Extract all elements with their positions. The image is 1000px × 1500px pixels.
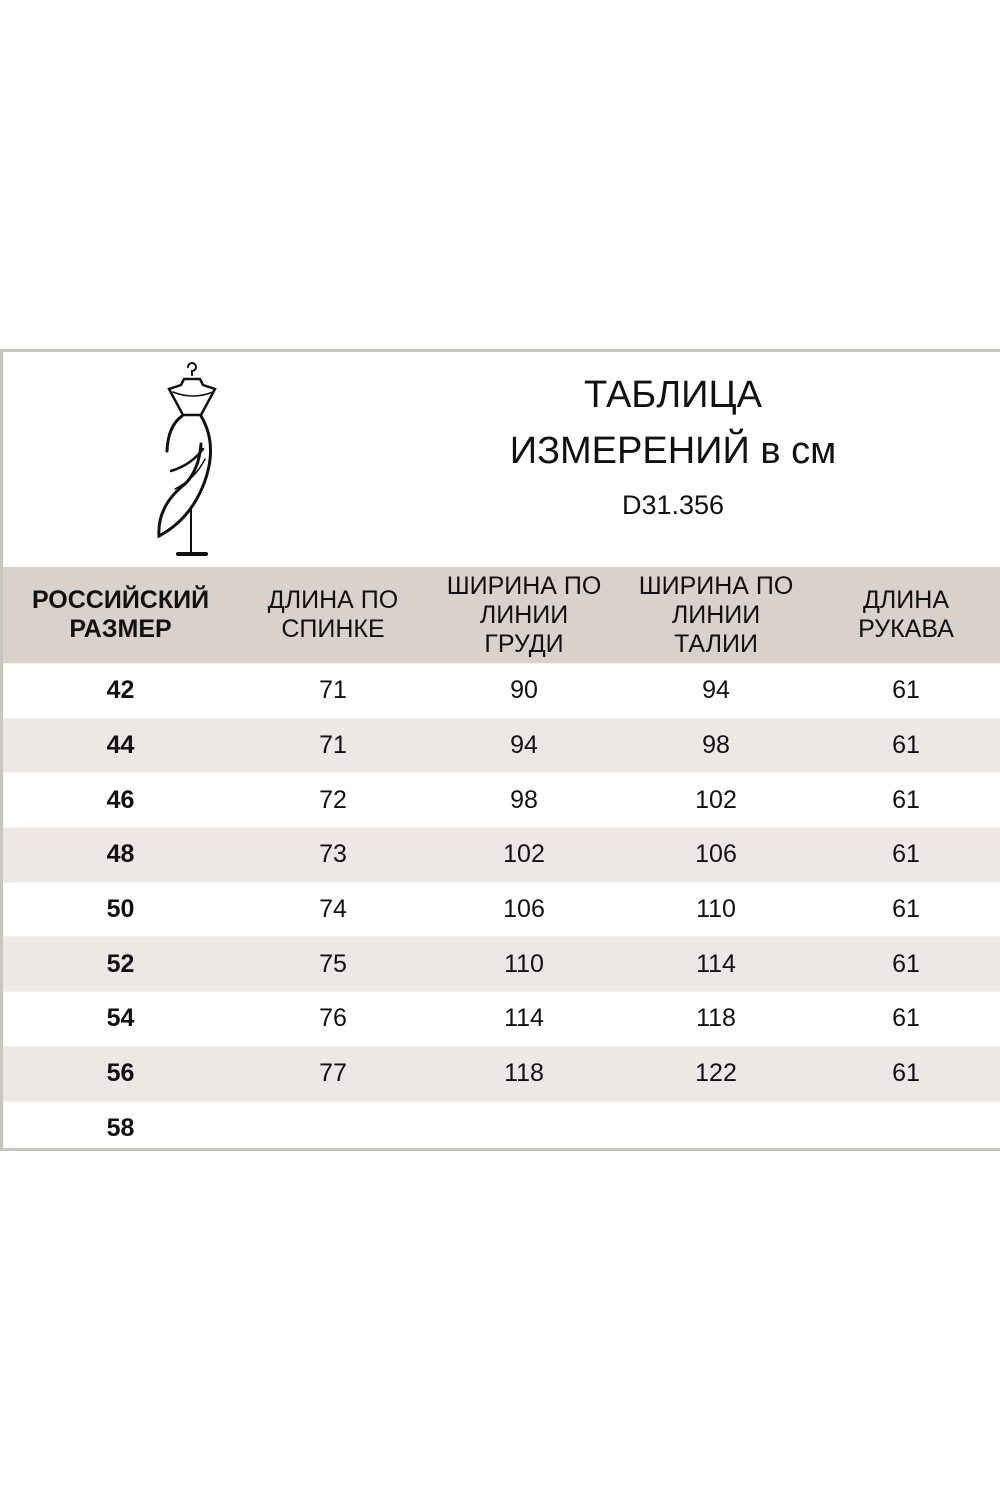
column-header-chest-width: ШИРИНА ПО ЛИНИИ ГРУДИ bbox=[428, 567, 620, 664]
measurement-cell bbox=[620, 1101, 812, 1155]
measurement-cell: 98 bbox=[620, 718, 812, 773]
size-table bbox=[3, 567, 1000, 1155]
measurement-cell bbox=[812, 1101, 1000, 1155]
table-row bbox=[3, 664, 1000, 719]
measurement-cell: 71 bbox=[238, 664, 428, 719]
article-code: D31.356 bbox=[621, 490, 725, 520]
table-row bbox=[3, 1101, 1000, 1155]
table-row bbox=[3, 1046, 1000, 1101]
measurement-cell: 61 bbox=[812, 992, 1000, 1047]
column-header-waist-width: ШИРИНА ПО ЛИНИИ ТАЛИИ bbox=[620, 567, 812, 664]
measurement-cell: 118 bbox=[620, 992, 812, 1047]
measurement-cell: 106 bbox=[428, 882, 620, 937]
measurement-cell: 114 bbox=[620, 937, 812, 992]
table-row bbox=[3, 828, 1000, 883]
measurement-cell: 74 bbox=[238, 882, 428, 937]
size-cell: 52 bbox=[3, 937, 238, 992]
size-cell: 44 bbox=[3, 718, 238, 773]
measurement-cell bbox=[428, 1101, 620, 1155]
measurement-cell: 122 bbox=[620, 1046, 812, 1101]
measurement-cell: 106 bbox=[620, 828, 812, 883]
measurement-cell: 61 bbox=[812, 1046, 1000, 1101]
column-header-back-length: ДЛИНА ПО СПИНКЕ bbox=[238, 567, 428, 664]
measurement-cell: 94 bbox=[620, 664, 812, 719]
size-chart-frame bbox=[0, 349, 1000, 1151]
measurement-cell: 94 bbox=[428, 718, 620, 773]
table-row bbox=[3, 718, 1000, 773]
chart-header bbox=[3, 352, 1000, 567]
size-cell: 58 bbox=[3, 1101, 238, 1155]
measurement-cell: 77 bbox=[238, 1046, 428, 1101]
measurement-cell: 76 bbox=[238, 992, 428, 1047]
table-row bbox=[3, 773, 1000, 828]
measurement-cell: 61 bbox=[812, 773, 1000, 828]
size-cell: 48 bbox=[3, 828, 238, 883]
measurement-cell bbox=[238, 1101, 428, 1155]
column-header-size: РОССИЙСКИЙ РАЗМЕР bbox=[3, 567, 238, 664]
measurement-cell: 110 bbox=[428, 937, 620, 992]
size-cell: 46 bbox=[3, 773, 238, 828]
measurement-cell: 61 bbox=[812, 882, 1000, 937]
table-row bbox=[3, 882, 1000, 937]
measurement-cell: 114 bbox=[428, 992, 620, 1047]
measurement-cell: 102 bbox=[620, 773, 812, 828]
measurement-cell: 61 bbox=[812, 937, 1000, 992]
measurement-cell: 61 bbox=[812, 828, 1000, 883]
measurement-cell: 73 bbox=[238, 828, 428, 883]
size-cell: 54 bbox=[3, 992, 238, 1047]
measurement-cell: 72 bbox=[238, 773, 428, 828]
title-line-2: ИЗМЕРЕНИЙ в см bbox=[509, 430, 837, 472]
column-header-sleeve-length: ДЛИНА РУКАВА bbox=[812, 567, 1000, 664]
measurement-cell: 118 bbox=[428, 1046, 620, 1101]
table-row bbox=[3, 992, 1000, 1047]
measurement-cell: 61 bbox=[812, 718, 1000, 773]
size-cell: 42 bbox=[3, 664, 238, 719]
mannequin-icon bbox=[143, 359, 238, 559]
size-cell: 56 bbox=[3, 1046, 238, 1101]
measurement-cell: 102 bbox=[428, 828, 620, 883]
measurement-cell: 98 bbox=[428, 773, 620, 828]
measurement-cell: 110 bbox=[620, 882, 812, 937]
size-cell: 50 bbox=[3, 882, 238, 937]
table-header-row bbox=[3, 567, 1000, 664]
table-row bbox=[3, 937, 1000, 992]
measurement-cell: 71 bbox=[238, 718, 428, 773]
measurement-cell: 61 bbox=[812, 664, 1000, 719]
measurement-cell: 90 bbox=[428, 664, 620, 719]
title-line-1: ТАБЛИЦА bbox=[584, 374, 762, 416]
measurement-cell: 75 bbox=[238, 937, 428, 992]
